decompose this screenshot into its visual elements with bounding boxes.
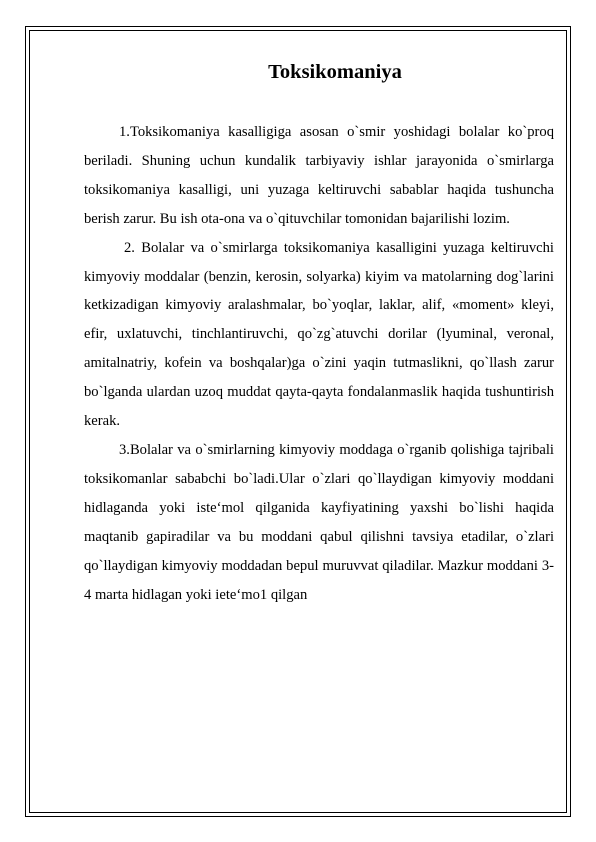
document-body xyxy=(84,58,554,609)
paragraph-3: 3.Bolalar va o`smirlarning kimyoviy moddaga o`rganib qolishiga tajribali toksikomanlar sababchi bo`ladi.Ular o`zlari qo`llaydigan kimyoviy moddani hidlaganda yoki iste‘mol qilganida kayfiyatining yaxshi bo`lishi haqida maqtanib gapiradilar va bu moddani qabul qilishni tavsiya etadilar, o`zlari qo`llaydigan kimyoviy moddadan bepul muruvvat qiladilar. Mazkur moddani 3-4 marta hidlagan yoki iete‘mo1 qilgan xyxy=(84,441,554,603)
paragraph-2: 2. Bolalar va o`smirlarga toksikomaniya kasalligini yuzaga keltiruvchi kimyoviy moddalar (benzin, kerosin, solyarka) kiyim va matolarning dog`larini ketkizadigan kimyoviy aralashmalar, bo`yoqlar, laklar, alif, «moment» kleyi, efir, uxlatuvchi, tinchlantiruvchi, qo`zg`atuvchi dorilar (lyuminal, veronal, amitalnatriy, kofein va boshqalar)ga o`zini yaqin tutmaslikni, qo`llash zarur bo`lganda ulardan uzoq muddat qayta-qayta fondalanmaslik haqida tushuntirish kerak. xyxy=(84,239,554,430)
paragraph-1: 1.Toksikomaniya kasalligiga asosan o`smir yoshidagi bolalar ko`proq beriladi. Shuning uchun kundalik tarbiyaviy ishlar jarayonida o`smirlarga toksikomaniya kasalligi, uni yuzaga keltiruvchi sabablar haqida tushuncha berish zarur. Bu ish ota-ona va o`qituvchilar tomonidan bajarilishi lozim. xyxy=(84,124,554,227)
document-title: Toksikomaniya xyxy=(268,61,402,83)
